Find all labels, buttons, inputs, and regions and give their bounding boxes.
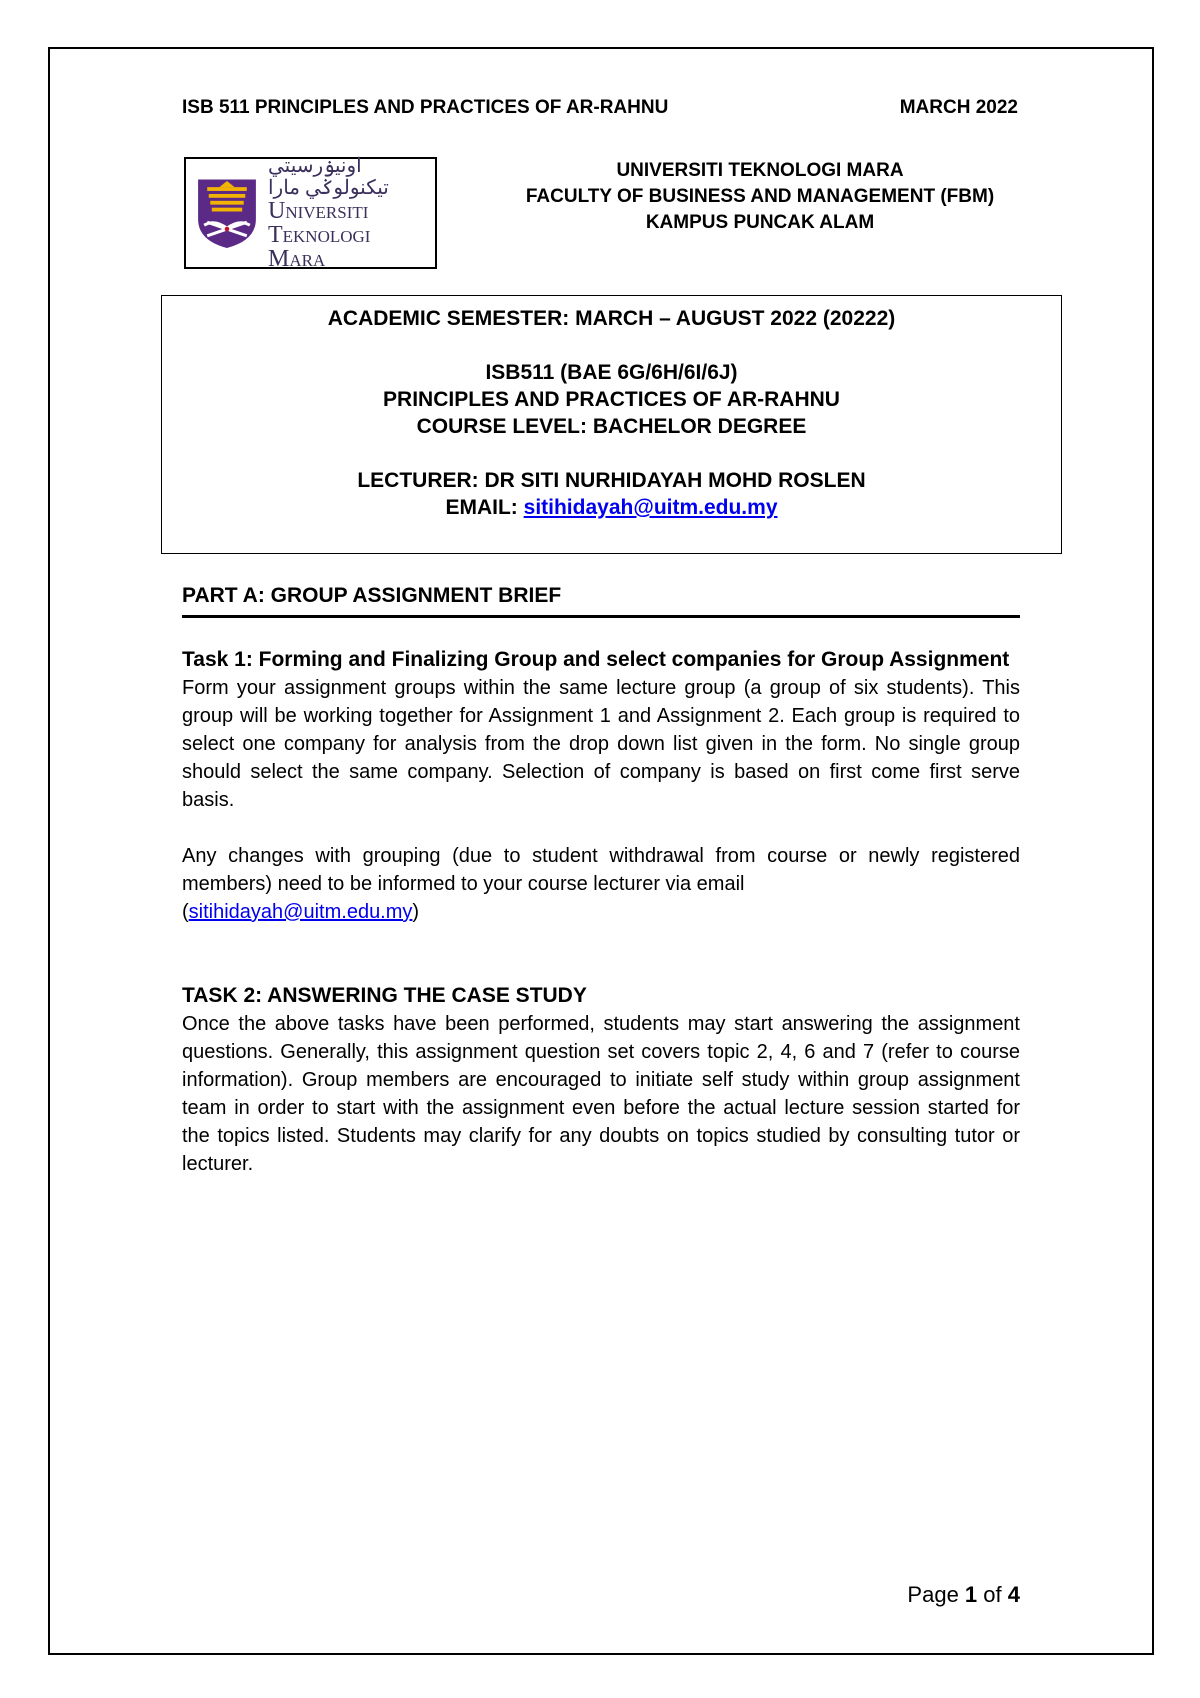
- course-info-box: [161, 295, 1062, 554]
- task-1-title: Task 1: Forming and Finalizing Group and select companies for Group Assignment: [182, 648, 1010, 671]
- logo-jawi-text: اونيۏرسيتي تيكنولوݢي مارا: [267, 155, 389, 199]
- logo-line-mara: Mara: [267, 246, 326, 272]
- header-date: MARCH 2022: [899, 97, 1018, 118]
- of-word: of: [977, 1582, 1008, 1607]
- university-heading: [470, 158, 1050, 236]
- campus-name: KAMPUS PUNCAK ALAM: [645, 212, 875, 233]
- page-total: 4: [1007, 1582, 1020, 1607]
- part-a-title: PART A: GROUP ASSIGNMENT BRIEF: [182, 582, 1020, 618]
- page-word: Page: [907, 1582, 965, 1607]
- university-name: UNIVERSITI TEKNOLOGI MARA: [616, 160, 904, 181]
- academic-semester: ACADEMIC SEMESTER: MARCH – AUGUST 2022 (20222): [327, 307, 896, 330]
- lecturer-email-link[interactable]: sitihidayah@uitm.edu.my: [523, 496, 778, 519]
- task-2-title: TASK 2: ANSWERING THE CASE STUDY: [182, 984, 587, 1007]
- paren-close: ): [412, 901, 420, 923]
- assignment-brief: [182, 582, 1020, 1178]
- university-logo: [184, 155, 437, 272]
- task-1-email-link[interactable]: sitihidayah@uitm.edu.my: [188, 901, 413, 923]
- course-level: COURSE LEVEL: BACHELOR DEGREE: [416, 415, 807, 438]
- course-code: ISB511 (BAE 6G/6H/6I/6J): [485, 361, 738, 384]
- page-footer: [760, 1582, 1020, 1608]
- lecturer-email-line: [162, 494, 1061, 521]
- logo-line-teknologi: Teknologi: [267, 222, 371, 248]
- running-header: [182, 97, 1018, 119]
- header-course-title: ISB 511 PRINCIPLES AND PRACTICES OF AR-RAHNU: [182, 97, 669, 118]
- logo-wordmark: [268, 155, 435, 271]
- uitm-emblem-icon: [192, 163, 262, 263]
- faculty-name: FACULTY OF BUSINESS AND MANAGEMENT (FBM): [525, 186, 995, 207]
- page-current: 1: [964, 1582, 978, 1607]
- email-label: EMAIL:: [445, 496, 524, 519]
- course-name: PRINCIPLES AND PRACTICES OF AR-RAHNU: [383, 388, 840, 411]
- paren-open: (: [182, 901, 189, 923]
- task-1-paragraph-2: [182, 842, 1020, 926]
- task-1-paragraph-2-text: Any changes with grouping (due to student withdrawal from course or newly registered members) need to be informed to your course lecturer via email: [182, 845, 1020, 895]
- logo-line-universiti: Universiti: [267, 198, 369, 224]
- task-2-paragraph: Once the above tasks have been performed, students may start answering the assignment questions. Generally, this assignment question set covers topic 2, 4, 6 and 7 (refer to course information). Group members are encouraged to initiate self study within group assignment team in order to start with the assignment even before the actual lecture session started for the topics listed. Students may clarify for any doubts on topics studied by consulting tutor or lecturer.: [182, 1013, 1020, 1175]
- lecturer-name: LECTURER: DR SITI NURHIDAYAH MOHD ROSLEN: [357, 469, 866, 492]
- task-1-paragraph-1: Form your assignment groups within the same lecture group (a group of six students). This group will be working together for Assignment 1 and Assignment 2. Each group is required to select one company for analysis from the drop down list given in the form. No single group should select the same company. Selection of company is based on first come first serve basis.: [182, 677, 1020, 811]
